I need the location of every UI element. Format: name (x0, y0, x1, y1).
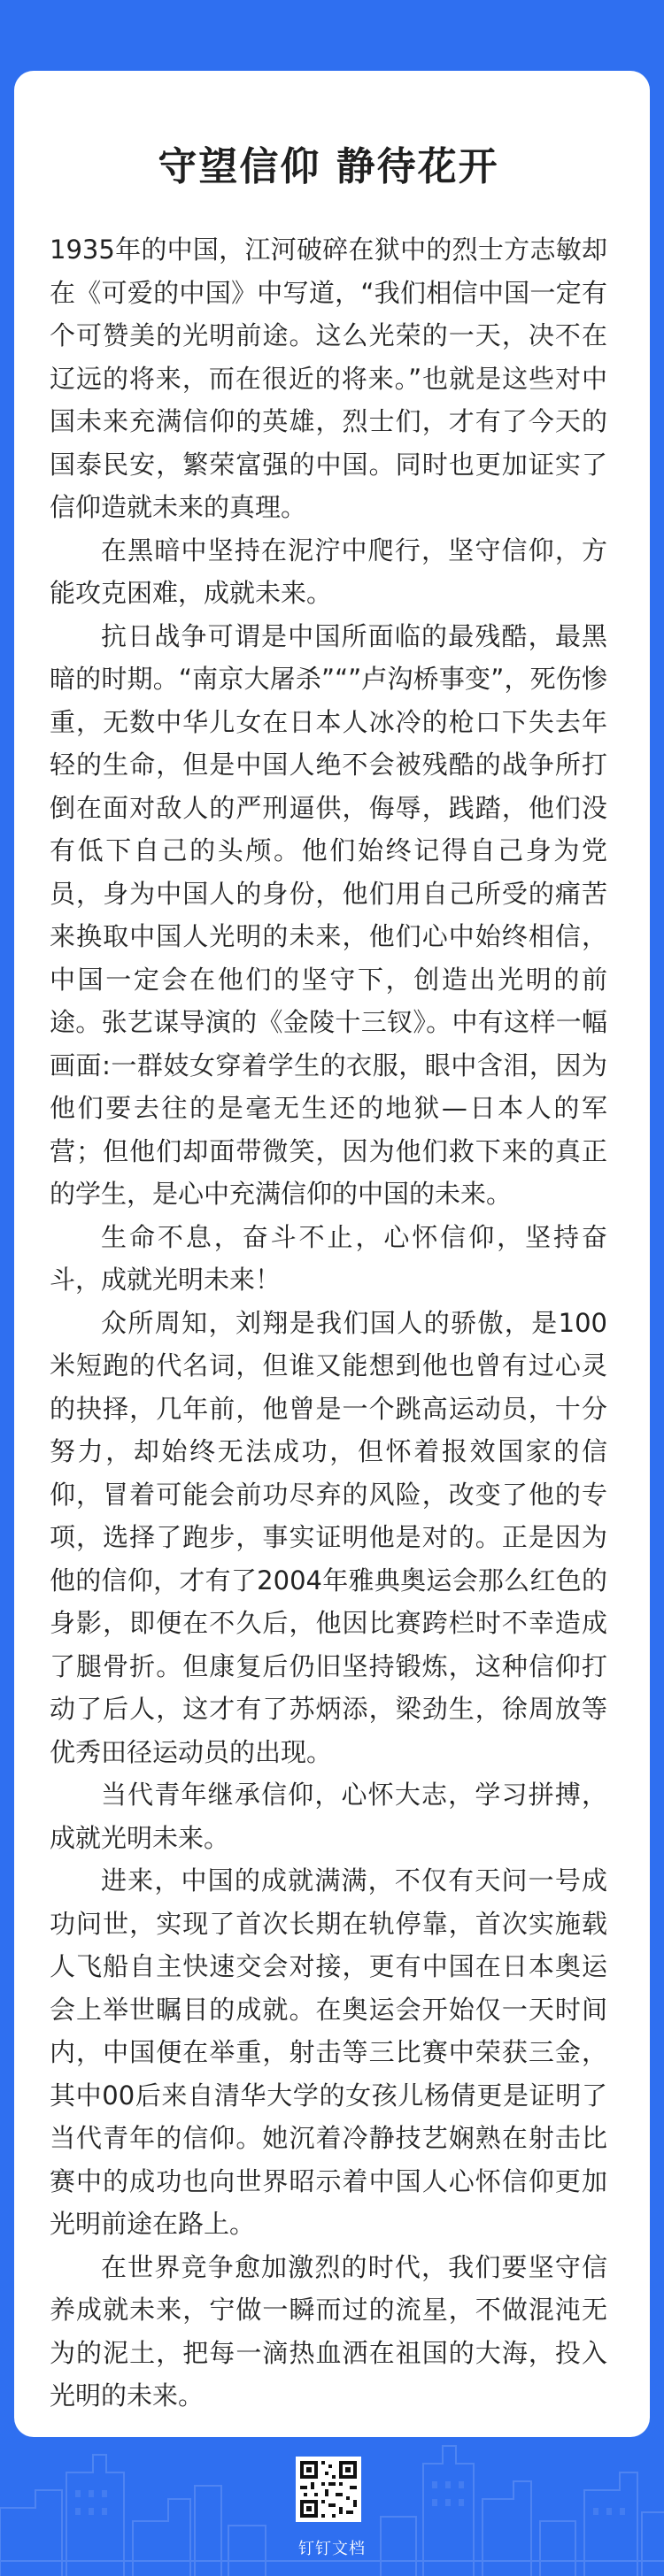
paragraph-5: 众所周知，刘翔是我们国人的骄傲，是100米短跑的代名词，但谁又能想到他也曾有过心灵的抉择，几年前，他曾是一个跳高运动员，十分努力，却始终无法成功，但怀着报效国家的信仰，冒着可能会前功尽弃的风险，改变了他的专项，选择了跑步，事实证明他是对的。正是因为他的信仰，才有了2004年雅典奥运会那么红色的身影，即便在不久后，他因比赛跨栏时不幸造成了腿骨折。但康复后仍旧坚持锻炼，这种信仰打动了后人，这才有了苏炳添，梁劲生，徐周放等优秀田径运动员的出现。 (50, 1307, 607, 1767)
paragraph-4: 生命不息，奋斗不止，心怀信仰，坚持奋斗，成就光明未来！ (50, 1221, 607, 1295)
qr-code-icon[interactable] (296, 2457, 361, 2522)
paragraph-3: 抗日战争可谓是中国所面临的最残酷，最黑暗的时期。“南京大屠杀”“”卢沟桥事变”，死伤惨重，无数中华儿女在日本人冰冷的枪口下失去年轻的生命，但是中国人绝不会被残酷的战争所打倒在面对敌人的严刑逼供，侮辱，践踏，他们没有低下自己的头颅。他们始终记得自己身为党员，身为中国人的身份，他们用自己所受的痛苦来换取中国人光明的未来，他们心中始终相信，中国一定会在他们的坚守下，创造出光明的前途。张艺谋导演的《金陵十三钗》。中有这样一幅画面:一群妓女穿着学生的衣服，眼中含泪，因为他们要去往的是毫无生还的地狱—日本人的军营；但他们却面带微笑，因为他们救下来的真正的学生，是心中充满信仰的中国的未来。 (50, 620, 607, 1209)
paragraph-6: 当代青年继承信仰，心怀大志，学习拼搏，成就光明未来。 (50, 1780, 607, 1853)
paragraph-7: 进来，中国的成就满满，不仅有天问一号成功问世，实现了首次长期在轨停靠，首次实施载人飞船自主快速交会对接，更有中国在日本奥运会上举世瞩目的成就。在奥运会开始仅一天时间内，中国便在举重，射击等三比赛中荣获三金，其中00后来自清华大学的女孩儿杨倩更是证明了当代青年的信仰。她沉着冷静技艺娴熟在射击比赛中的成功也向世界昭示着中国人心怀信仰更加光明前途在路上。 (50, 1865, 607, 2239)
document-body (50, 228, 607, 2418)
document-title: 守望信仰 静待花开 (158, 144, 499, 189)
paragraph-8: 在世界竞争愈加激烈的时代，我们要坚守信养成就未来，宁做一瞬而过的流星，不做混沌无为的泥土，把每一滴热血洒在祖国的大海，投入光明的未来。 (50, 2251, 607, 2411)
document-card (14, 71, 650, 2437)
paragraph-2: 在黑暗中坚持在泥泞中爬行，坚守信仰，方能攻克困难，成就未来。 (50, 534, 607, 608)
brand-label: 钉钉文档 (298, 2540, 366, 2558)
footer (0, 2437, 664, 2576)
paragraph-1: 1935年的中国，江河破碎在狱中的烈士方志敏却在《可爱的中国》中写道，“我们相信中国一定有个可赞美的光明前途。这么光荣的一天，决不在辽远的将来，而在很近的将来。”也就是这些对中国未来充满信仰的英雄，烈士们，才有了今天的国泰民安，繁荣富强的中国。同时也更加证实了信仰造就未来的真理。 (50, 235, 607, 522)
